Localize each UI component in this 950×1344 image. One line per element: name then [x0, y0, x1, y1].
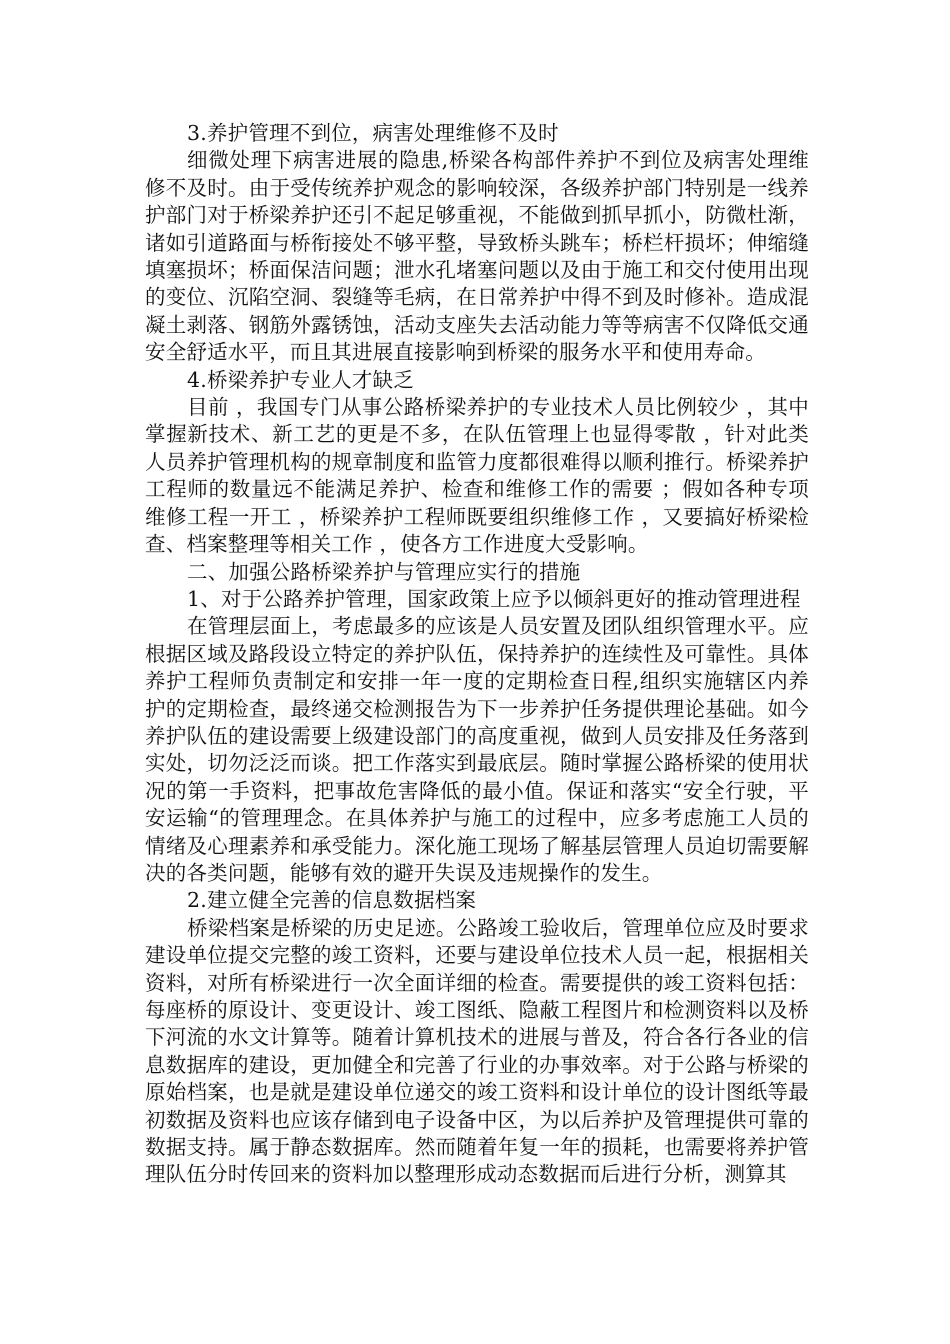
paragraph-talent-shortage: 目前 ，我国专门从事公路桥梁养护的专业技术人员比例较少 ，其中掌握新技术、新工艺的更是不多，在队伍管理上也显得零散 ，针对此类人员养护管理机构的规章制度和监管力度都很难得以顺利推行。桥梁养护工程师的数量远不能满足养护、检查和维修工作的需要 ；假如各种专项维修工程一开工 ，桥梁养护工程师既要组织维修工作 ，又要搞好桥梁检查、档案整理等相关工作 ，使各方工作进度大受影响。	[145, 395, 809, 557]
paragraph-disease-handling: 细微处理下病害进展的隐患,桥梁各构部件养护不到位及病害处理维修不及时。由于受传统养护观念的影响较深，各级养护部门特别是一线养护部门对于桥梁养护还引不起足够重视，不能做到抓早抓小，防微杜渐，诸如引道路面与桥衔接处不够平整，导致桥头跳车；桥栏杆损坏；伸缩缝填塞损坏；桥面保洁问题；泄水孔堵塞问题以及由于施工和交付使用出现的变位、沉陷空洞、裂缝等毛病，在日常养护中得不到及时修补。造成混凝土剥落、钢筋外露锈蚀，活动支座失去活动能力等等病害不仅降低交通安全舒适水平，而且其进展直接影响到桥梁的服务水平和使用寿命。	[145, 148, 809, 365]
paragraph-management-level: 在管理层面上，考虑最多的应该是人员安置及团队组织管理水平。应根据区域及路段设立特定的养护队伍，保持养护的连续性及可靠性。具体养护工程师负责制定和安排一年一度的定期检查日程,组织实施辖区内养护的定期检查，最终递交检测报告为下一步养护任务提供理论基础。如今养护队伍的建设需要上级建设部门的高度重视，做到人员安排及任务落到实处，切勿泛泛而谈。把工作落实到最底层。随时掌握公路桥梁的使用状况的第一手资料，把事故危害降低的最小值。保证和落实“安全行驶，平安运输“的管理理念。在具体养护与施工的过程中，应多考虑施工人员的情绪及心理素养和承受能力。深化施工现场了解基层管理人员迫切需要解决的各类问题，能够有效的避开失误及违规操作的发生。	[145, 614, 809, 885]
section-heading-measures: 二、加强公路桥梁养护与管理应实行的措施	[187, 559, 581, 584]
section-heading-talent-shortage: 4.桥梁养护专业人才缺乏	[187, 367, 414, 392]
subsection-heading-data-archive: 2.建立健全完善的信息数据档案	[187, 888, 477, 913]
section-heading-maintenance-management: 3.养护管理不到位，病害处理维修不及时	[187, 121, 559, 145]
document-page	[145, 120, 809, 1189]
paragraph-bridge-archive: 桥梁档案是桥梁的历史足迹。公路竣工验收后，管理单位应及时要求建设单位提交完整的竣工资料，还要与建设单位技术人员一起，根据相关资料，对所有桥梁进行一次全面详细的检查。需要提供的竣工资料包括：每座桥的原设计、变更设计、竣工图纸、隐蔽工程图片和检测资料以及桥下河流的水文计算等。随着计算机技术的进展与普及，符合各行各业的信息数据库的建设，更加健全和完善了行业的办事效率。对于公路与桥梁的原始档案，也是就是建设单位递交的竣工资料和设计单位的设计图纸等最初数据及资料也应该存储到电子设备中区，为以后养护及管理提供可靠的数据支持。属于静态数据库。然而随着年复一年的损耗，也需要将养护管理队伍分时传回来的资料加以整理形成动态数据而后进行分析，测算其	[145, 915, 809, 1187]
subsection-heading-policy: 1、对于公路养护管理，国家政策上应予以倾斜更好的推动管理进程	[187, 586, 801, 611]
